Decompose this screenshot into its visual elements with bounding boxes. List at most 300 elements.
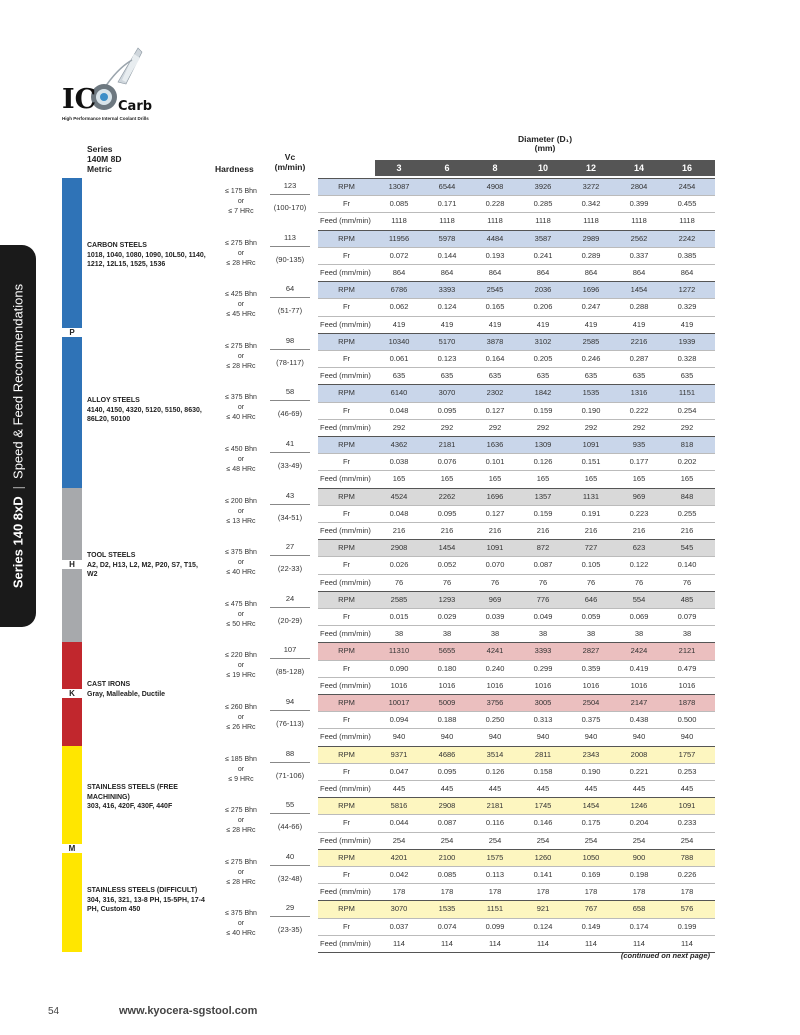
rpm-value: 2302 — [486, 388, 504, 398]
rpm-row-label: RPM — [338, 440, 355, 449]
rpm-row-label: RPM — [338, 233, 355, 243]
fr-row — [318, 453, 715, 470]
fr-value: 0.087 — [533, 560, 553, 570]
row-divider — [318, 814, 715, 815]
hardness-range — [212, 290, 270, 320]
hardness-line: or — [237, 765, 245, 773]
vc-range: (44-66) — [277, 822, 303, 832]
feed-value: 864 — [584, 268, 598, 277]
rpm-row-label: RPM — [338, 491, 355, 501]
feed-value: 114 — [537, 938, 549, 948]
rpm-value: 3926 — [534, 182, 552, 191]
hardness-line: ≤ 28 HRc — [226, 878, 256, 886]
fr-value: 0.223 — [629, 508, 649, 518]
feed-value: 178 — [584, 887, 598, 897]
feed-row — [318, 883, 715, 900]
feed-value: 216 — [488, 526, 502, 535]
row-divider — [318, 608, 715, 609]
fr-value: 0.202 — [677, 457, 697, 467]
feed-value: 178 — [680, 887, 694, 897]
vc-value: 43 — [285, 490, 295, 500]
vc-range: (46-69) — [277, 409, 303, 419]
fr-value: 0.123 — [437, 354, 457, 363]
rpm-value: 1151 — [486, 904, 504, 914]
rpm-value: 1091 — [678, 801, 696, 811]
fr-value: 0.375 — [581, 715, 601, 725]
row-divider — [318, 230, 715, 231]
fr-value: 0.015 — [389, 612, 409, 621]
feed-value: 1016 — [678, 680, 696, 690]
feed-value: 864 — [488, 268, 502, 277]
hardness-line: ≤ 260 Bhn — [225, 704, 257, 711]
feed-value: 1118 — [535, 216, 551, 226]
rpm-value: 1246 — [630, 801, 648, 811]
hardness-line: or — [237, 559, 245, 567]
vc-value: 29 — [285, 903, 295, 913]
fr-row — [318, 247, 715, 264]
row-divider — [318, 316, 715, 317]
feed-row-label: Feed (mm/min) — [320, 216, 371, 226]
feed-value: 864 — [536, 268, 550, 277]
group-title: STAINLESS STEELS (FREE MACHINING) — [87, 784, 178, 801]
rpm-value: 1272 — [678, 285, 696, 295]
fr-row — [318, 918, 715, 935]
row-divider — [318, 591, 715, 592]
hardness-range — [212, 703, 270, 733]
fr-row — [318, 763, 715, 780]
fr-value: 0.116 — [485, 818, 505, 828]
material-letter: K — [62, 689, 82, 698]
rpm-row — [318, 642, 715, 659]
fr-row-label: Fr — [342, 199, 351, 209]
rpm-value: 1939 — [678, 336, 696, 346]
feed-value: 38 — [490, 629, 500, 639]
feed-row-label: Feed (mm/min) — [320, 268, 371, 277]
hardness-line: ≤ 9 HRc — [228, 775, 254, 783]
fr-value: 0.072 — [389, 250, 409, 260]
feed-row-label: Feed (mm/min) — [320, 474, 371, 484]
continued-note: (continued on next page) — [620, 951, 710, 960]
feed-row — [318, 264, 715, 281]
rpm-value: 921 — [536, 904, 550, 914]
fr-value: 0.289 — [581, 250, 601, 260]
fr-value: 0.419 — [629, 663, 649, 673]
row-divider — [318, 350, 715, 351]
feed-value: 635 — [584, 371, 598, 381]
row-divider — [318, 453, 715, 454]
hardness-line: or — [237, 456, 245, 463]
feed-value: 254 — [536, 835, 550, 845]
fr-value: 0.087 — [437, 818, 457, 828]
fr-value: 0.099 — [485, 921, 505, 931]
fr-value: 0.287 — [629, 354, 649, 363]
row-divider — [318, 195, 715, 196]
rpm-value: 3878 — [486, 336, 504, 346]
rpm-row — [318, 384, 715, 401]
fr-value: 0.250 — [485, 715, 505, 725]
fr-value: 0.180 — [437, 663, 457, 673]
fr-value: 0.061 — [389, 354, 409, 363]
vc-range: (90-135) — [275, 254, 305, 264]
fr-value: 0.233 — [677, 818, 697, 828]
fr-value: 0.076 — [437, 457, 457, 467]
vc-range: (32-48) — [277, 873, 303, 883]
fr-value: 0.062 — [389, 302, 409, 312]
material-group-label — [87, 783, 209, 812]
diameter-header — [495, 135, 595, 153]
diameter-label: Diameter (D₁) — [517, 134, 573, 144]
rpm-value: 1696 — [582, 285, 600, 295]
hardness-line: ≤ 475 Bhn — [225, 600, 257, 608]
rpm-value: 2181 — [438, 440, 456, 449]
hardness-line: ≤ 375 Bhn — [225, 549, 257, 557]
rpm-value: 788 — [680, 852, 694, 862]
rpm-value: 872 — [536, 543, 550, 553]
hardness-line: or — [237, 352, 245, 360]
rpm-value: 11310 — [388, 646, 410, 656]
fr-value: 0.085 — [437, 870, 457, 879]
feed-value: 165 — [440, 474, 454, 484]
hardness-line: or — [237, 301, 245, 309]
material-group-label — [87, 886, 209, 915]
rpm-row — [318, 539, 715, 556]
rpm-value: 576 — [680, 904, 694, 914]
fr-row-label: Fr — [342, 457, 351, 467]
rpm-value: 3102 — [534, 336, 552, 346]
hardness-range — [212, 858, 270, 888]
row-divider — [318, 746, 715, 747]
feed-value: 1118 — [439, 216, 455, 226]
vc-divider — [270, 452, 310, 453]
row-divider — [318, 797, 715, 798]
rpm-row-label: RPM — [338, 388, 355, 398]
material-group-label — [87, 241, 209, 270]
diameter-bar — [375, 160, 715, 176]
hardness-line: ≤ 220 Bhn — [225, 652, 257, 660]
rpm-row — [318, 230, 715, 247]
feed-value: 940 — [536, 732, 550, 742]
fr-value: 0.198 — [629, 870, 649, 879]
fr-value: 0.240 — [485, 663, 505, 673]
hardness-line: or — [237, 610, 245, 618]
vc-range: (100-170) — [273, 203, 307, 212]
hardness-line: ≤ 275 Bhn — [225, 342, 257, 350]
hardness-line: ≤ 425 Bhn — [225, 291, 257, 299]
feed-row-label: Feed (mm/min) — [320, 732, 371, 742]
hardness-line: ≤ 28 HRc — [226, 362, 256, 370]
rpm-value: 3272 — [582, 182, 600, 191]
rpm-value: 11956 — [388, 233, 410, 243]
fr-value: 0.399 — [629, 199, 649, 209]
feed-value: 178 — [392, 887, 406, 897]
feed-row-label: Feed (mm/min) — [320, 422, 371, 432]
fr-value: 0.188 — [437, 715, 457, 725]
fr-value: 0.052 — [437, 560, 457, 570]
feed-row-label: Feed (mm/min) — [320, 680, 371, 690]
feed-row-label: Feed (mm/min) — [320, 938, 371, 948]
fr-value: 0.329 — [677, 302, 697, 312]
rpm-row-label: RPM — [338, 904, 355, 914]
hardness-line: or — [237, 249, 245, 257]
fr-row — [318, 556, 715, 573]
feed-value: 114 — [585, 938, 597, 948]
feed-value: 254 — [392, 835, 406, 845]
rpm-value: 2181 — [486, 801, 504, 811]
fr-row — [318, 402, 715, 419]
vc-range: (33-49) — [277, 461, 303, 470]
hardness-line: or — [237, 920, 245, 928]
fr-value: 0.127 — [485, 405, 505, 415]
rpm-value: 658 — [632, 904, 646, 914]
feed-value: 76 — [394, 577, 404, 587]
vc-range: (51-77) — [277, 306, 303, 316]
vc-label: Vc — [284, 152, 296, 162]
fr-value: 0.164 — [485, 354, 505, 363]
feed-row-label: Feed (mm/min) — [320, 629, 371, 639]
page-number: 54 — [48, 1006, 60, 1017]
rpm-row — [318, 281, 715, 298]
fr-value: 0.241 — [533, 250, 553, 260]
hardness-line: or — [237, 662, 245, 670]
vc-divider — [270, 658, 310, 659]
feed-value: 254 — [440, 835, 454, 845]
hardness-range — [212, 393, 270, 423]
rpm-value: 2100 — [438, 852, 456, 862]
svg-text:IC: IC — [62, 84, 97, 115]
hardness-line: ≤ 13 HRc — [226, 517, 256, 525]
hardness-range — [212, 651, 270, 681]
vc-value: 40 — [285, 851, 295, 861]
row-divider — [318, 849, 715, 850]
row-divider — [318, 522, 715, 523]
fr-value: 0.159 — [533, 508, 553, 518]
rpm-value: 2008 — [630, 749, 648, 759]
feed-value: 292 — [536, 422, 550, 432]
feed-row — [318, 419, 715, 436]
rpm-value: 1151 — [678, 388, 696, 398]
hardness-line: ≤ 40 HRc — [226, 930, 256, 938]
fr-value: 0.337 — [629, 250, 649, 260]
feed-value: 1118 — [391, 216, 407, 226]
feed-value: 38 — [538, 629, 548, 639]
fr-value: 0.105 — [581, 560, 601, 570]
fr-value: 0.174 — [629, 921, 649, 931]
feed-value: 940 — [488, 732, 502, 742]
rpm-value: 9371 — [390, 749, 408, 759]
group-title: TOOL STEELS — [87, 552, 136, 559]
vc-divider — [270, 246, 310, 247]
feed-value: 1016 — [438, 680, 456, 690]
vc-divider — [270, 194, 310, 195]
fr-value: 0.095 — [437, 508, 457, 518]
rpm-row — [318, 488, 715, 505]
feed-row — [318, 780, 715, 797]
fr-value: 0.199 — [677, 921, 697, 931]
feed-value: 165 — [392, 474, 406, 484]
vc-divider — [270, 865, 310, 866]
series-header — [87, 144, 122, 174]
fr-value: 0.094 — [389, 715, 409, 725]
feed-value: 76 — [634, 577, 644, 587]
fr-value: 0.222 — [629, 405, 649, 415]
fr-value: 0.165 — [485, 302, 505, 312]
rpm-value: 3393 — [534, 646, 552, 656]
rpm-value: 4524 — [390, 491, 408, 501]
fr-value: 0.038 — [389, 457, 409, 467]
hardness-line: ≤ 40 HRc — [226, 414, 256, 422]
hardness-line: ≤ 185 Bhn — [225, 755, 257, 763]
vc-divider — [270, 555, 310, 556]
row-divider — [318, 298, 715, 299]
rpm-value: 3393 — [438, 285, 456, 295]
fr-value: 0.126 — [533, 457, 553, 467]
feed-value: 178 — [536, 887, 550, 897]
feed-value: 1016 — [582, 680, 600, 690]
feed-row-label: Feed (mm/min) — [320, 784, 371, 793]
fr-value: 0.313 — [533, 715, 553, 725]
rpm-row — [318, 849, 715, 866]
fr-value: 0.124 — [437, 302, 457, 312]
ic-carb-logo — [60, 40, 170, 130]
fr-value: 0.095 — [437, 766, 457, 776]
rpm-value: 545 — [680, 543, 694, 553]
feed-value: 635 — [440, 371, 454, 381]
fr-value: 0.140 — [677, 560, 697, 570]
rpm-value: 1454 — [582, 801, 600, 811]
fr-value: 0.328 — [677, 354, 697, 363]
rpm-value: 5655 — [438, 646, 456, 656]
fr-value: 0.175 — [581, 818, 601, 828]
rpm-value: 2121 — [678, 646, 696, 656]
fr-row-label: Fr — [342, 715, 351, 725]
vc-divider — [270, 710, 310, 711]
row-divider — [318, 694, 715, 695]
rpm-value: 13087 — [388, 182, 410, 191]
feed-value: 178 — [440, 887, 454, 897]
rpm-row — [318, 178, 715, 195]
feed-row — [318, 316, 715, 333]
rpm-value: 2908 — [390, 543, 408, 553]
rpm-value: 1454 — [438, 543, 456, 553]
hardness-line: ≤ 375 Bhn — [225, 394, 257, 402]
group-title: CARBON STEELS — [87, 242, 147, 250]
feed-value: 445 — [680, 784, 694, 793]
rpm-value: 1091 — [486, 543, 504, 553]
fr-value: 0.285 — [533, 199, 553, 209]
vc-value: 64 — [285, 284, 295, 294]
feed-value: 292 — [632, 422, 646, 432]
rpm-value: 3005 — [534, 698, 552, 707]
fr-value: 0.048 — [389, 405, 409, 415]
fr-value: 0.141 — [533, 870, 553, 879]
row-divider — [318, 935, 715, 936]
feed-row — [318, 367, 715, 384]
fr-value: 0.037 — [389, 921, 409, 931]
fr-row — [318, 866, 715, 883]
feed-value: 940 — [632, 732, 646, 742]
vc-range: (78-117) — [276, 357, 304, 367]
feed-value: 940 — [440, 732, 454, 742]
hardness-line: ≤ 7 HRc — [228, 208, 254, 215]
fr-value: 0.101 — [485, 457, 505, 467]
feed-value: 76 — [538, 577, 548, 587]
vc-divider — [270, 813, 310, 814]
rpm-value: 1454 — [630, 285, 648, 295]
fr-value: 0.254 — [677, 405, 697, 415]
feed-value: 216 — [536, 526, 550, 535]
feed-value: 1016 — [486, 680, 504, 690]
feed-value: 419 — [488, 319, 502, 329]
feed-value: 76 — [490, 577, 500, 587]
fr-value: 0.149 — [581, 921, 601, 931]
hardness-line: ≤ 275 Bhn — [225, 807, 257, 815]
vc-range: (34-51) — [277, 512, 303, 522]
vc-value: 55 — [285, 800, 295, 810]
fr-value: 0.228 — [485, 199, 505, 209]
feed-value: 635 — [488, 371, 502, 381]
row-divider — [318, 660, 715, 661]
hardness-line: ≤ 28 HRc — [226, 259, 256, 267]
vc-range: (71-106) — [275, 770, 305, 780]
fr-value: 0.169 — [581, 870, 601, 879]
fr-value: 0.253 — [677, 766, 697, 776]
rpm-row — [318, 436, 715, 453]
rpm-value: 10017 — [388, 698, 410, 707]
feed-value: 445 — [584, 784, 598, 793]
rpm-value: 900 — [632, 852, 646, 862]
rpm-value: 1842 — [534, 388, 552, 398]
hardness-range — [212, 909, 270, 939]
hardness-line: ≤ 275 Bhn — [225, 239, 257, 247]
fr-row-label: Fr — [342, 612, 351, 621]
diameter-col-header: 14 — [633, 163, 644, 173]
vc-value: 24 — [285, 593, 295, 603]
vc-divider — [270, 400, 310, 401]
feed-value: 216 — [680, 526, 694, 535]
row-divider — [318, 212, 715, 213]
rpm-row-label: RPM — [338, 646, 355, 656]
rpm-value: 767 — [584, 904, 598, 914]
vc-divider — [270, 349, 310, 350]
rpm-value: 848 — [680, 491, 694, 501]
feed-row — [318, 212, 715, 229]
feed-value: 38 — [586, 629, 596, 639]
vc-range: (23-35) — [277, 925, 303, 935]
rpm-value: 10340 — [388, 336, 410, 346]
feed-value: 1118 — [679, 216, 695, 226]
rpm-value: 935 — [632, 440, 646, 449]
hardness-line: ≤ 175 Bhn — [225, 188, 257, 195]
row-divider — [318, 832, 715, 833]
rpm-value: 2343 — [582, 749, 600, 759]
row-divider — [318, 470, 715, 471]
fr-value: 0.190 — [581, 766, 601, 776]
group-subtitle: A2, D2, H13, L2, M2, P20, S7, T15, W2 — [87, 561, 198, 578]
fr-value: 0.342 — [581, 199, 601, 209]
diameter-units: (mm) — [534, 143, 556, 153]
fr-row-label: Fr — [342, 405, 351, 415]
rpm-row-label: RPM — [338, 594, 355, 604]
vc-header — [270, 152, 310, 172]
rpm-row-label: RPM — [338, 749, 355, 759]
rpm-value: 2827 — [582, 646, 600, 656]
fr-value: 0.079 — [677, 612, 697, 621]
hardness-range — [212, 342, 270, 372]
feed-value: 1118 — [631, 216, 647, 226]
feed-value: 1016 — [534, 680, 552, 690]
rpm-value: 4484 — [486, 233, 504, 243]
group-subtitle: 304, 316, 321, 13-8 PH, 15-5PH, 17-4 PH, Custom 450 — [87, 896, 205, 914]
